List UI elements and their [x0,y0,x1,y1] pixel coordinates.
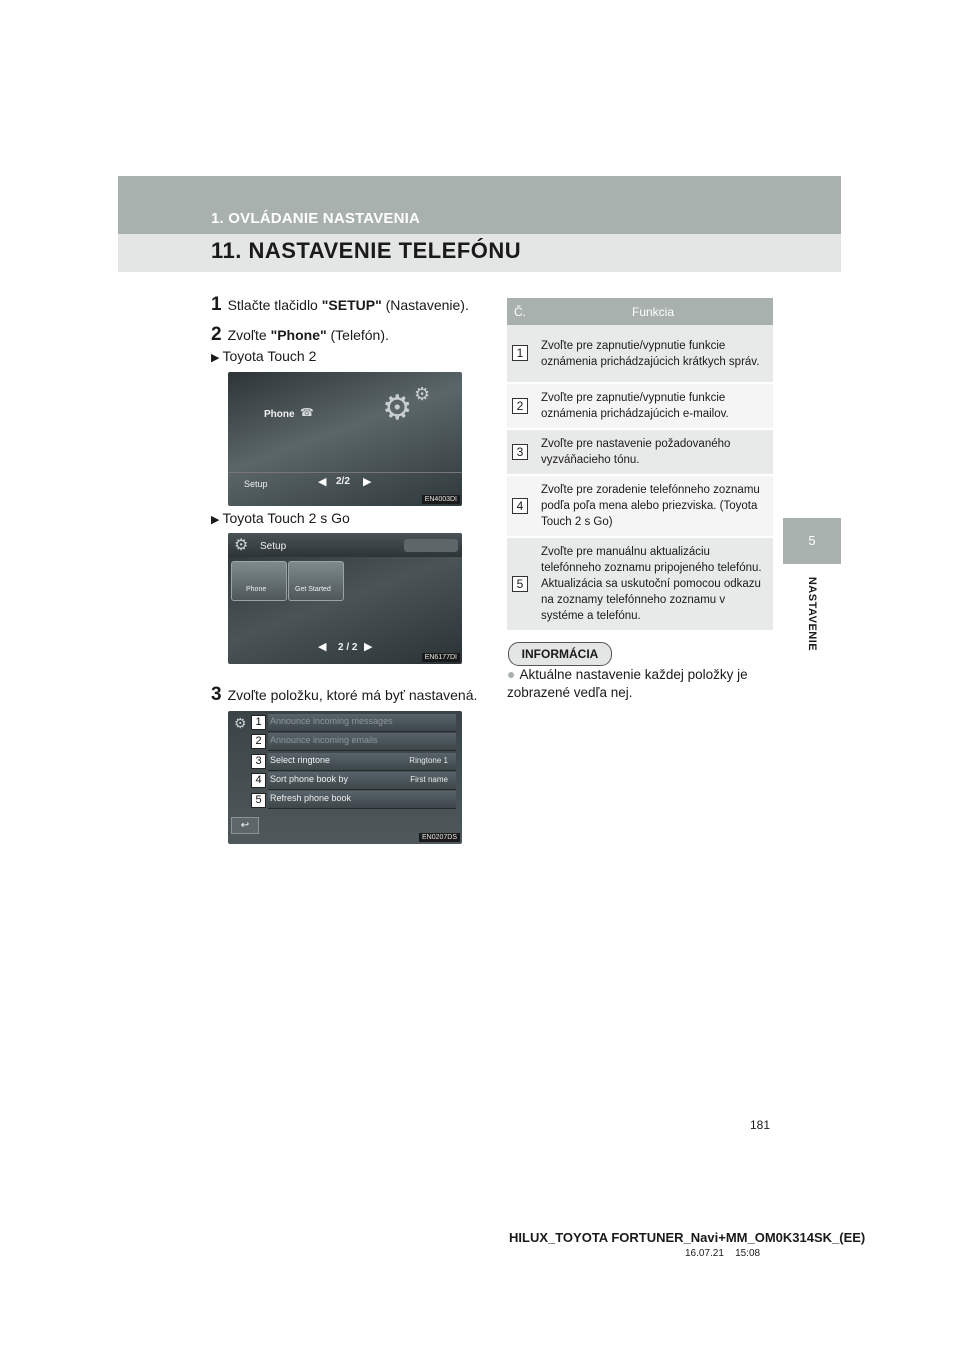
row-value: First name [410,775,448,784]
next-arrow-icon: ▶ [363,476,372,488]
callout-4: 4 [251,773,266,788]
divider [228,472,462,473]
chapter-tab-text: NASTAVENIE [806,576,819,652]
info-text: Aktuálne nastavenie každej položky je zobrazené vedľa nej. [507,667,748,700]
step-number: 1 [211,294,222,315]
table-row [507,429,773,475]
step-text: Zvoľte položku, ktoré má byť nastavená. [227,687,478,703]
image-code: EN6177DI [422,653,460,662]
row-text: Zvoľte pre manuálnu aktualizáciu telefónneho zoznamu pripojeného telefónu. Aktualizácia sa uskutoční pomocou odkazu na zoznamy telefónneho zoznamu v systéme a telefónu. [533,537,773,631]
number-box: 1 [512,345,528,361]
settings-gear-icon: ⚙ [234,715,247,731]
step-number: 3 [211,684,222,705]
page-indicator: 2 / 2 [338,642,358,653]
table-header [507,298,773,325]
table-row [507,537,773,631]
setup-label: Setup [244,479,268,489]
table-row [507,383,773,429]
bullet-text: Toyota Touch 2 s Go [222,510,350,526]
step-keyword: "Phone" [270,327,327,343]
row-number [507,325,533,383]
prev-arrow-icon: ◀ [318,476,327,488]
row-value: Ringtone 1 [409,756,448,765]
info-note [507,665,773,702]
back-icon: ↩ [231,817,259,834]
screenshot-touch2-go [228,533,462,664]
chapter-tab-label [783,564,841,664]
row-announce-emails [268,733,456,751]
triangle-icon: ▶ [211,514,220,526]
page-indicator: 2/2 [336,476,350,487]
row-number [507,383,533,429]
step-number: 2 [211,324,222,345]
header-number: Č. [507,298,533,325]
triangle-icon: ▶ [211,352,220,364]
info-badge: INFORMÁCIA [508,642,612,666]
status-icons [404,539,458,552]
page-title: 11. NASTAVENIE TELEFÓNU [211,238,522,263]
header-function: Funkcia [533,298,773,325]
step-1 [211,294,469,316]
footer-time: 15:08 [735,1248,761,1259]
row-refresh-phone-book [268,791,456,809]
step-text: Stlačte tlačidlo [227,297,322,313]
image-code: EN4003DI [422,495,460,504]
prev-arrow-icon: ◀ [318,641,327,653]
chapter-tab-number: 5 [783,518,841,564]
get-started-tile [288,561,344,601]
number-box: 4 [512,498,528,514]
phone-tile-label: Phone [246,586,267,593]
row-label: Refresh phone book [270,793,352,803]
phone-label: Phone [264,409,295,420]
row-label: Select ringtone [270,755,331,765]
step-keyword: "SETUP" [321,297,382,313]
callout-1: 1 [251,715,266,730]
step-text-end: (Telefón). [326,327,389,343]
row-label: Announce incoming messages [270,716,393,726]
row-number [507,475,533,537]
section-title: 1. OVLÁDANIE NASTAVENIA [211,210,421,227]
number-box: 2 [512,398,528,414]
bullet-touch2-go [211,510,350,526]
row-label: Announce incoming emails [270,735,378,745]
bullet-dot-icon: ● [507,666,516,682]
callout-2: 2 [251,734,266,749]
row-text: Zvoľte pre zapnutie/vypnutie funkcie oznámenia prichádzajúcich krátkych správ. [533,325,773,383]
table-row [507,475,773,537]
row-text: Zvoľte pre zapnutie/vypnutie funkcie oznámenia prichádzajúcich e-mailov. [533,383,773,429]
footer-timestamp [685,1248,760,1259]
row-label: Sort phone book by [270,774,349,784]
row-text: Zvoľte pre nastavenie požadovaného vyzváňacieho tónu. [533,429,773,475]
setup-title: Setup [260,541,287,552]
step-text-end: (Nastavenie). [381,297,469,313]
screenshot-touch2 [228,372,462,506]
bullet-text: Toyota Touch 2 [222,348,317,364]
setup-gear-icon: ⚙ [234,537,249,554]
footer-date: 16.07.21 [685,1248,724,1259]
bullet-touch2 [211,348,316,364]
next-arrow-icon: ▶ [364,641,373,653]
page-number: 181 [750,1118,771,1132]
step-2 [211,324,389,346]
callout-5: 5 [251,793,266,808]
row-sort-phone-book [268,772,456,790]
get-started-label: Get Started [295,586,331,593]
row-number [507,429,533,475]
callout-3: 3 [251,754,266,769]
number-box: 5 [512,576,528,592]
small-gear-icon: ⚙ [414,384,431,404]
step-text: Zvoľte [227,327,271,343]
screenshot-phone-settings [228,711,462,844]
row-announce-messages [268,714,456,732]
row-select-ringtone [268,753,456,771]
phone-icon: ☎ [300,407,314,419]
phone-tile [231,561,287,601]
row-number [507,537,533,631]
image-code: EN0207DS [419,833,460,842]
footer-doc-id: HILUX_TOYOTA FORTUNER_Navi+MM_OM0K314SK_(EE) [509,1230,866,1245]
row-text: Zvoľte pre zoradenie telefónneho zoznamu podľa poľa mena alebo priezviska. (Toyota Touch 2 s Go) [533,475,773,537]
number-box: 3 [512,444,528,460]
table-row [507,325,773,383]
gear-icon: ⚙ [382,389,413,427]
function-table [507,298,773,632]
step-3 [211,684,477,706]
